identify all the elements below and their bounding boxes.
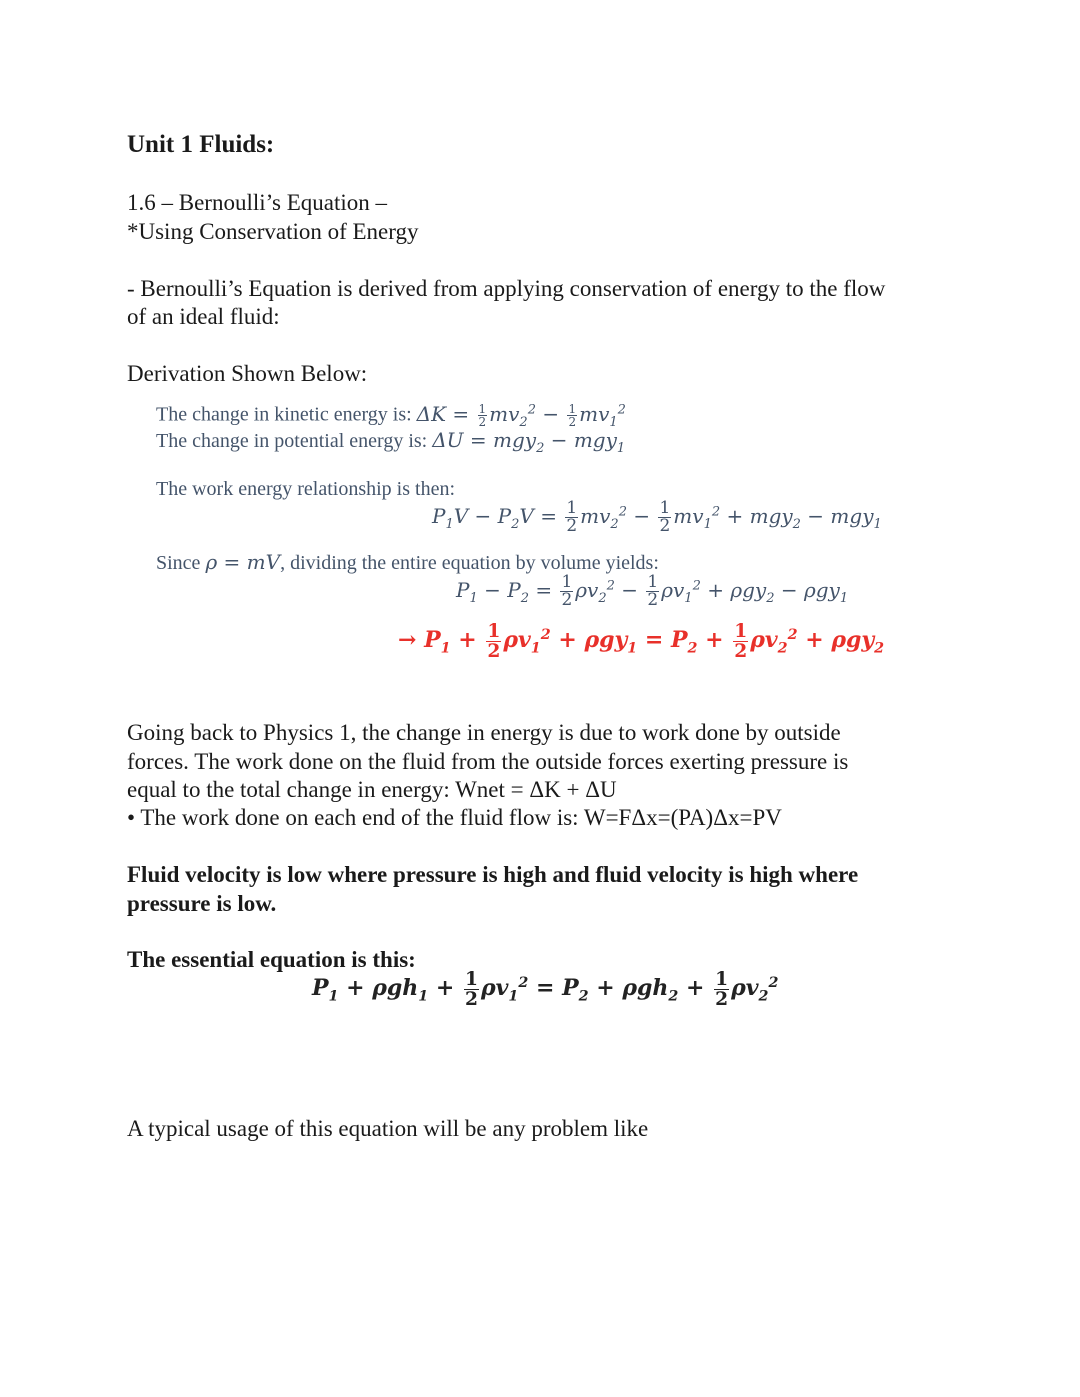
- density-relation: ρ = mV: [205, 550, 281, 574]
- intro-line-1: - Bernoulli’s Equation is derived from applying conservation of energy to the flow: [127, 276, 886, 301]
- pe-formula: ΔU = mgy$_2$ − mgy$_1$: [432, 428, 626, 456]
- ke-label: The change in kinetic energy is:: [156, 403, 417, 426]
- bernoulli-result-equation: → $P_1$ + $\frac{1}{2}$ $\rho v_1^2 + \rho gy_1 = P_2$ + $\frac{1}{2}$ $\rho v_2^2 + \rho gy_2$: [398, 620, 885, 662]
- section-subtitle: *Using Conservation of Energy: [127, 219, 419, 244]
- section-title: 1.6 – Bernoulli’s Equation –: [127, 190, 388, 215]
- paragraph-line-3: equal to the total change in energy: Wnet = ΔK + ΔU: [127, 777, 617, 802]
- essential-heading: The essential equation is this:: [127, 947, 416, 972]
- bullet-work-done: • The work done on each end of the fluid flow is: W=FΔx=(PA)Δx=PV: [127, 805, 782, 830]
- pressure-difference-equation: $P_1 - P_2$ = $\frac{1}{2}$ $\rho v_2^2$ − $\frac{1}{2}$ $\rho v_1^2 + \rho gy_2 - \rho gy_1$: [456, 572, 849, 610]
- paragraph-line-1: Going back to Physics 1, the change in energy is due to work done by outside: [127, 720, 841, 745]
- work-label: The work energy relationship is then:: [156, 478, 456, 500]
- since-tail: , dividing the entire equation by volume yields:: [280, 552, 659, 574]
- derivation-heading: Derivation Shown Below:: [127, 361, 368, 386]
- unit-title: Unit 1 Fluids:: [127, 131, 275, 158]
- bold-statement-line-1: Fluid velocity is low where pressure is high and fluid velocity is high where: [127, 862, 859, 887]
- ke-formula: ΔK = $\frac{1}{2}$ $mv_2^2$ − $\frac{1}{2}$ $mv_1^2$: [416, 401, 626, 430]
- work-energy-equation: $P_1V - P_2V$ = $\frac{1}{2}$ $mv_2^2$ − $\frac{1}{2}$ $mv_1^2 + mgy_2 - mgy_1$: [432, 498, 882, 536]
- paragraph-line-2: forces. The work done on the fluid from the outside forces exerting pressure is: [127, 749, 849, 774]
- pe-label: The change in potential energy is:: [156, 430, 433, 452]
- pe-line: [156, 426, 625, 463]
- intro-line-2: of an ideal fluid:: [127, 304, 280, 329]
- bold-statement-line-2: pressure is low.: [127, 891, 277, 916]
- closing-line: A typical usage of this equation will be any problem like: [127, 1116, 649, 1141]
- since-label: Since: [156, 552, 206, 574]
- essential-equation: $P_1 + \rho gh_1$ + $\frac{1}{2}$ $\rho v_1^2 = P_2 + \rho gh_2$ + $\frac{1}{2}$ $\rho v_2^2$: [312, 968, 779, 1010]
